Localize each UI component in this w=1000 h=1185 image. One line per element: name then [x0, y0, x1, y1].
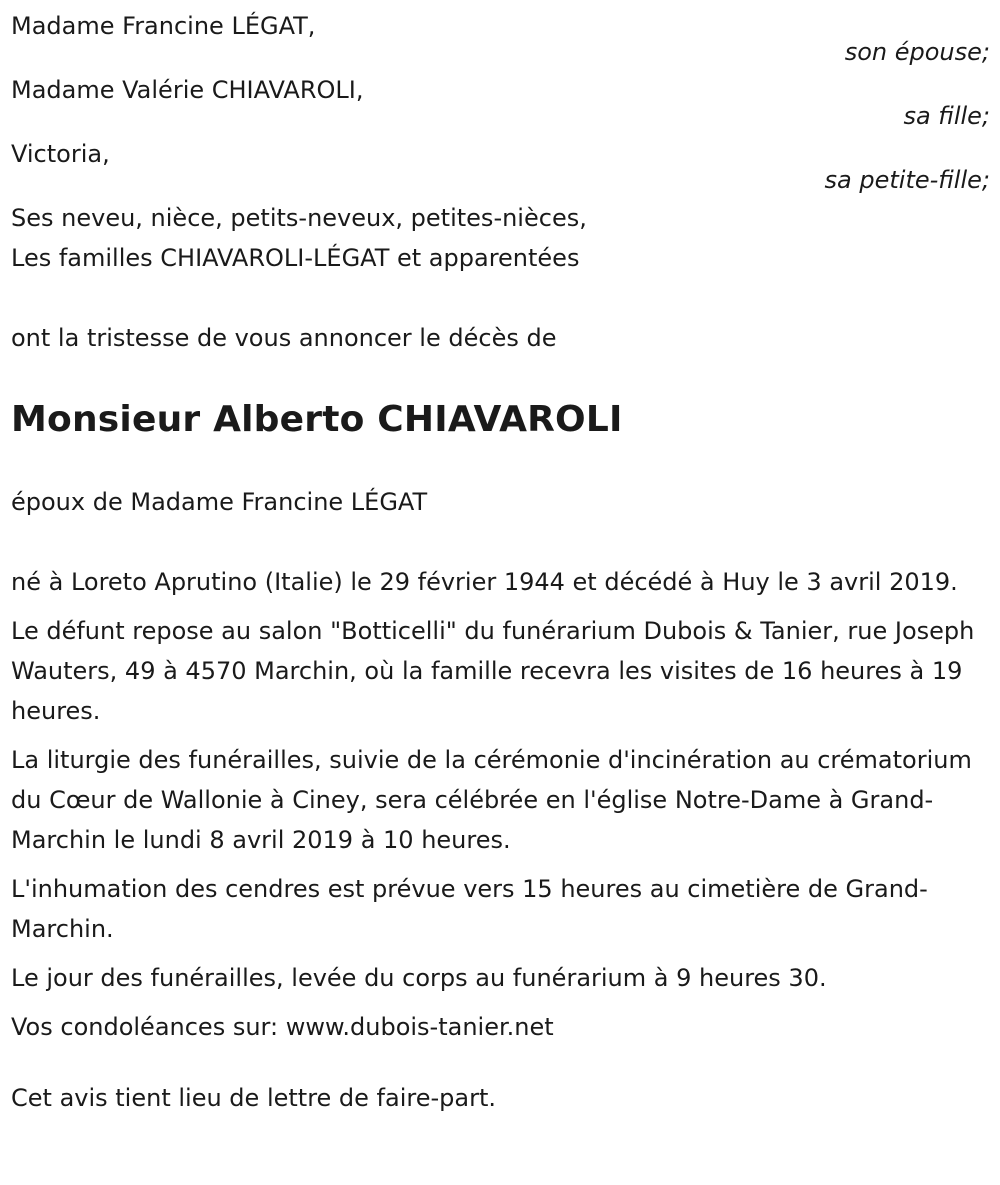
family-member-name: Madame Francine LÉGAT, [11, 12, 316, 40]
deceased-name: Monsieur Alberto CHIAVAROLI [11, 399, 623, 440]
family-member-name: Madame Valérie CHIAVAROLI, [11, 76, 364, 104]
family-member-name: Victoria, [11, 140, 110, 168]
condolences-paragraph: Vos condoléances sur: www.dubois-tanier.net [11, 1013, 554, 1041]
obituary-notice [11, 6, 990, 1118]
birth-death-paragraph: né à Loreto Aprutino (Italie) le 29 février 1944 et décédé à Huy le 3 avril 2019. [11, 568, 958, 596]
departure-paragraph: Le jour des funérailles, levée du corps au funérarium à 9 heures 30. [11, 964, 827, 992]
visitation-paragraph: Le défunt repose au salon "Botticelli" du funérarium Dubois & Tanier, rue Joseph Wauters, 49 à 4570 Marchin, où la famille recevra les visites de 16 heures à 19 heures. [11, 617, 975, 725]
family-member-relation: sa fille; [903, 102, 990, 130]
family-member-relation: son épouse; [844, 38, 990, 66]
closing-text: Cet avis tient lieu de lettre de faire-part. [11, 1084, 496, 1112]
other-relatives-line: Ses neveu, nièce, petits-neveux, petites-nièces, [11, 204, 587, 232]
family-member-daughter [11, 70, 990, 128]
other-relatives-line: Les familles CHIAVAROLI-LÉGAT et apparentées [11, 244, 580, 272]
family-member-spouse [11, 6, 990, 64]
interment-paragraph: L'inhumation des cendres est prévue vers 15 heures au cimetière de Grand-Marchin. [11, 875, 928, 943]
ceremony-paragraph: La liturgie des funérailles, suivie de la cérémonie d'incinération au crématorium du Cœur de Wallonie à Ciney, sera célébrée en l'église Notre-Dame à Grand-Marchin le lundi 8 avril 2019 à 10 heures. [11, 746, 972, 854]
spouse-line: époux de Madame Francine LÉGAT [11, 488, 428, 516]
other-relatives [11, 198, 990, 278]
family-member-granddaughter [11, 134, 990, 192]
family-member-relation: sa petite-fille; [824, 166, 990, 194]
announcement-text: ont la tristesse de vous annoncer le décès de [11, 324, 557, 352]
